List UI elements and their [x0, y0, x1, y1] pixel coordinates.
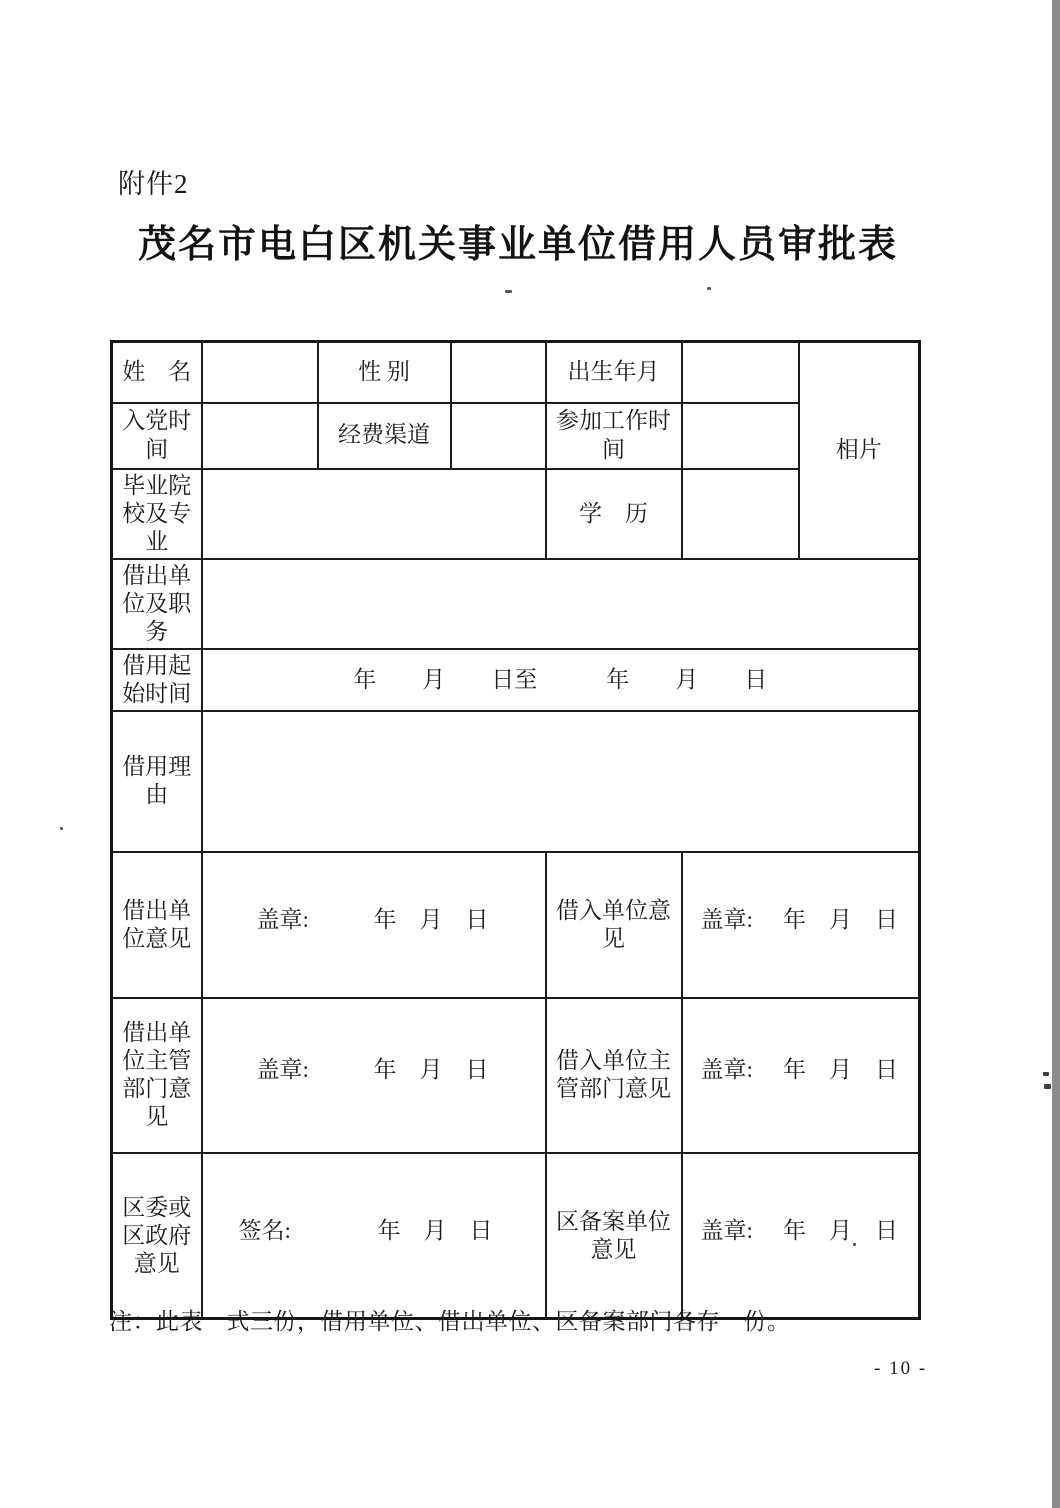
lend-unit-post-label-cell: 借出单位及职务 [112, 559, 202, 649]
district-sign-line [209, 1217, 539, 1255]
work-start-label-cell: 参加工作时间 [546, 403, 682, 469]
date-blanks: 年 月 日 [783, 906, 898, 932]
row-borrow-reason [112, 711, 920, 852]
row-school-education [112, 469, 920, 559]
row-unit-opinions [112, 852, 920, 998]
scan-speck [60, 827, 63, 830]
borrow-period-label-cell: 借用起始时间 [112, 649, 202, 711]
scanner-edge-strip [1052, 0, 1060, 1508]
date-blanks: 年 月 日 [783, 1057, 898, 1083]
record-unit-stamp-line [689, 1217, 913, 1255]
attachment-label: 附件2 [118, 169, 189, 199]
scan-speck [707, 287, 711, 290]
borrow-reason-label-cell: 借用理由 [112, 711, 202, 852]
district-opinion-area [202, 1153, 546, 1319]
lend-unit-stamp-line [209, 906, 539, 944]
school-major-label-cell: 毕业院校及专业 [112, 469, 202, 559]
funding-channel-value-cell [451, 403, 546, 469]
scan-speck [1044, 1084, 1051, 1089]
seal-label: 盖章: [700, 906, 753, 932]
approval-form-table [110, 340, 921, 1320]
lend-dept-opinion-area [202, 998, 546, 1153]
lend-dept-opinion-label-cell: 借出单位主管部门意见 [112, 998, 202, 1153]
borrow-period-value-cell: 年 月 日至 年 月 日 [202, 649, 920, 711]
row-borrow-period [112, 649, 920, 711]
copies-footnote: 注：此表一式三份，借用单位、借出单位、区备案部门各存一份。 [109, 1309, 791, 1334]
gender-value-cell [451, 342, 546, 403]
gender-label-cell: 性 别 [318, 342, 451, 403]
date-blanks: 年 月 日 [373, 906, 489, 932]
record-unit-opinion-area [682, 1153, 920, 1319]
scan-speck [505, 290, 512, 293]
borrow-dept-opinion-label-cell: 借入单位主管部门意见 [546, 998, 682, 1153]
education-label-cell: 学 历 [546, 469, 682, 559]
borrow-unit-opinion-area [682, 852, 920, 998]
record-unit-opinion-label-cell: 区备案单位意见 [546, 1153, 682, 1319]
row-party-funding-workstart [112, 403, 920, 469]
lend-dept-stamp-line [209, 1056, 539, 1094]
row-dept-opinions [112, 998, 920, 1153]
date-blanks: 年 月 日 [373, 1057, 489, 1083]
name-value-cell [202, 342, 318, 403]
borrow-unit-stamp-line [689, 906, 913, 944]
date-blanks: 年 月 日 [783, 1217, 898, 1243]
name-label-cell: 姓 名 [112, 342, 202, 403]
row-name-gender-birth [112, 342, 920, 403]
lend-unit-opinion-area [202, 852, 546, 998]
lend-unit-post-value-cell [202, 559, 920, 649]
scan-speck [853, 1243, 856, 1246]
birth-date-label-cell: 出生年月 [546, 342, 682, 403]
birth-date-value-cell [682, 342, 799, 403]
education-value-cell [682, 469, 799, 559]
document-title: 茂名市电白区机关事业单位借用人员审批表 [138, 224, 899, 266]
borrow-reason-value-cell [202, 711, 920, 852]
party-time-value-cell [202, 403, 318, 469]
district-opinion-label-cell: 区委或区政府意见 [112, 1153, 202, 1319]
lend-unit-opinion-label-cell: 借出单位意见 [112, 852, 202, 998]
borrow-dept-opinion-area [682, 998, 920, 1153]
seal-label: 盖章: [700, 1057, 753, 1083]
photo-cell: 相片 [799, 342, 920, 559]
borrow-unit-opinion-label-cell: 借入单位意见 [546, 852, 682, 998]
school-major-value-cell [202, 469, 546, 559]
date-blanks: 年 月 日 [377, 1217, 493, 1243]
work-start-value-cell [682, 403, 799, 469]
signature-label: 签名: [238, 1217, 291, 1243]
seal-label: 盖章: [256, 906, 309, 932]
seal-label: 盖章: [700, 1217, 753, 1243]
page-number: - 10 - [874, 1358, 928, 1379]
borrow-dept-stamp-line [689, 1056, 913, 1094]
seal-label: 盖章: [256, 1057, 309, 1083]
row-lend-unit-post [112, 559, 920, 649]
funding-channel-label-cell: 经费渠道 [318, 403, 451, 469]
scan-speck [1043, 1072, 1049, 1076]
party-time-label-cell: 入党时间 [112, 403, 202, 469]
row-district-record-opinions [112, 1153, 920, 1319]
